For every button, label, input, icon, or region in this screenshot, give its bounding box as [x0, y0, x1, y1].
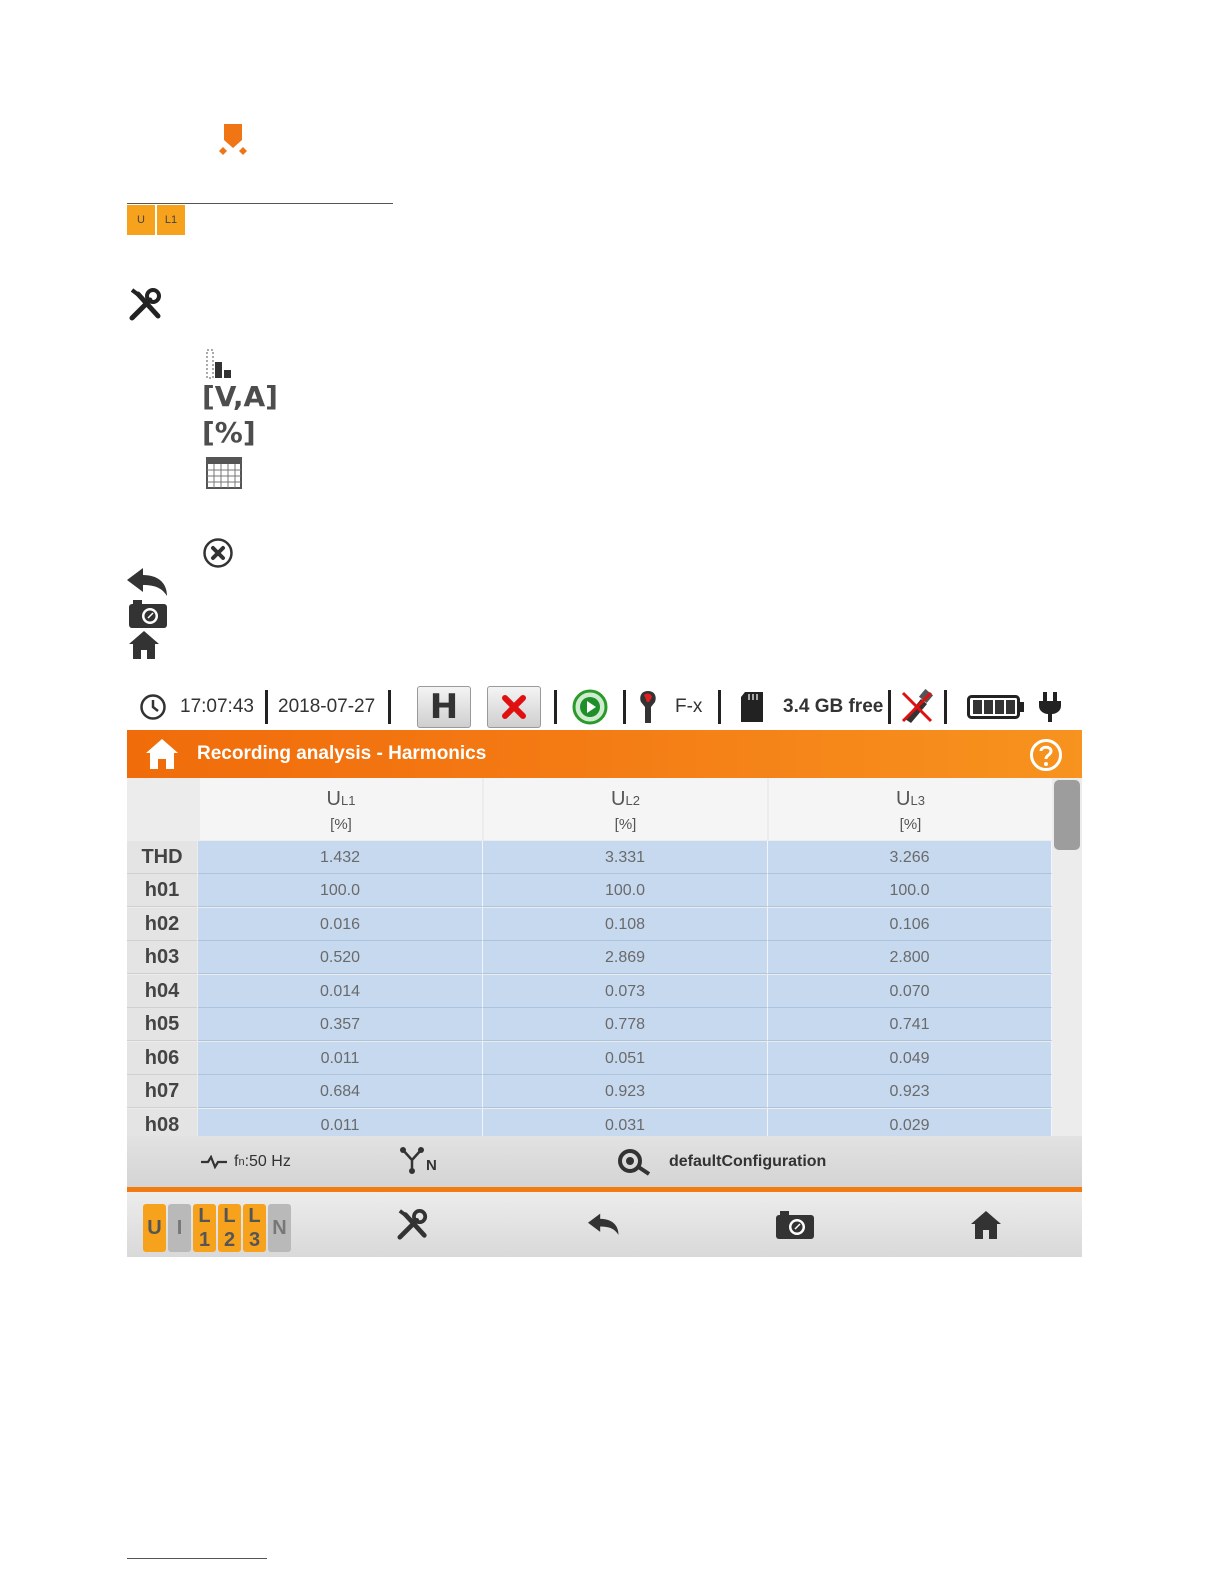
units-va-label: [V,A]: [202, 380, 278, 413]
legend-divider: [127, 203, 393, 204]
table-row[interactable]: [127, 841, 1052, 874]
play-circle-icon: [572, 689, 608, 725]
sd-card-icon: [739, 692, 765, 722]
battery-icon: [967, 694, 1025, 720]
title-bar: [127, 730, 1082, 778]
row-label: h07: [127, 1075, 197, 1108]
channel-badge-u: U: [127, 205, 155, 235]
bottom-toolbar: [127, 1192, 1082, 1257]
stop-button[interactable]: [487, 686, 541, 728]
configuration-icon: [617, 1148, 651, 1176]
back-button[interactable]: [564, 1192, 644, 1257]
table-row[interactable]: [127, 1075, 1052, 1108]
separator: [265, 690, 268, 724]
table-cell: 2.800: [768, 941, 1052, 974]
status-date: 2018-07-27: [278, 696, 376, 717]
table-row[interactable]: [127, 975, 1052, 1008]
channel-i[interactable]: I: [168, 1204, 191, 1252]
channel-l1[interactable]: L1: [193, 1204, 216, 1252]
clamp-indicator: [637, 684, 702, 730]
table-cell: 0.108: [483, 908, 768, 941]
table-cell: 100.0: [483, 874, 768, 907]
table-cell: 0.923: [483, 1075, 768, 1108]
table-cell: 0.520: [198, 941, 483, 974]
separator: [944, 690, 947, 724]
record-status[interactable]: [572, 684, 608, 730]
back-arrow-icon: [588, 1213, 620, 1237]
row-label: h03: [127, 941, 197, 974]
table-cell: 0.014: [198, 975, 483, 1008]
bar-chart-icon: [205, 348, 235, 380]
table-cell: 0.106: [768, 908, 1052, 941]
settings-button[interactable]: [373, 1192, 453, 1257]
column-header-ul3[interactable]: UL3 [%]: [769, 778, 1052, 840]
home-icon: [128, 630, 160, 660]
clamp-label: F-x: [675, 696, 703, 717]
table-row[interactable]: [127, 941, 1052, 974]
column-unit: [%]: [330, 816, 352, 833]
home-icon: [970, 1210, 1002, 1240]
table-cell: 0.029: [768, 1109, 1052, 1136]
table-cell: 2.869: [483, 941, 768, 974]
scrollbar[interactable]: [1052, 778, 1082, 1136]
column-header-ul1[interactable]: UL1 [%]: [200, 778, 482, 840]
meter-marker-icon: [218, 124, 248, 158]
table-cell: 0.016: [198, 908, 483, 941]
camera-icon: [775, 1210, 815, 1240]
row-label: THD: [127, 841, 197, 874]
page-title: Recording analysis - Harmonics: [197, 743, 487, 764]
channel-badge-l1: L1: [157, 205, 185, 235]
table-row[interactable]: [127, 1109, 1052, 1136]
table-cell: 3.331: [483, 841, 768, 874]
table-cell: 100.0: [768, 874, 1052, 907]
table-cell: 0.357: [198, 1008, 483, 1041]
storage-label: 3.4 GB free: [783, 696, 884, 717]
table-cell: 0.011: [198, 1109, 483, 1136]
home-button[interactable]: [145, 738, 179, 770]
row-label: h06: [127, 1042, 197, 1075]
battery-status: [967, 684, 1025, 730]
waveform-icon: [201, 1155, 227, 1169]
configuration: defaultConfiguration: [617, 1136, 826, 1187]
table-cell: 1.432: [198, 841, 483, 874]
row-label: h01: [127, 874, 197, 907]
channel-selector[interactable]: [143, 1192, 293, 1257]
table-cell: 0.049: [768, 1042, 1052, 1075]
harmonics-table: [127, 778, 1082, 1136]
scrollbar-thumb[interactable]: [1054, 780, 1080, 850]
table-cell: 0.031: [483, 1109, 768, 1136]
power-status: [1038, 684, 1062, 730]
settings-tools-icon: [128, 288, 164, 322]
settings-tools-icon: [396, 1209, 430, 1241]
clamp-icon: [637, 689, 659, 725]
table-row[interactable]: [127, 908, 1052, 941]
row-label: h04: [127, 975, 197, 1008]
separator: [554, 690, 557, 724]
storage-indicator: [739, 684, 883, 730]
info-bar: [127, 1136, 1082, 1187]
help-button[interactable]: [1029, 738, 1063, 772]
home-button[interactable]: [946, 1192, 1026, 1257]
channel-l3[interactable]: L3: [243, 1204, 266, 1252]
separator: [623, 690, 626, 724]
table-row[interactable]: [127, 1042, 1052, 1075]
row-label: h08: [127, 1109, 197, 1136]
table-row[interactable]: [127, 874, 1052, 907]
back-arrow-icon: [127, 568, 169, 598]
separator: [888, 690, 891, 724]
channel-badge: [127, 205, 185, 235]
channel-l2[interactable]: L2: [218, 1204, 241, 1252]
channel-u[interactable]: U: [143, 1204, 166, 1252]
table-cell: 0.073: [483, 975, 768, 1008]
table-cell: 0.741: [768, 1008, 1052, 1041]
close-x-icon: [500, 693, 528, 721]
usb-status: [899, 684, 935, 730]
footer-rule: [127, 1558, 267, 1559]
row-label: h05: [127, 1008, 197, 1041]
table-cell: 0.923: [768, 1075, 1052, 1108]
column-header-ul2[interactable]: UL2 [%]: [484, 778, 767, 840]
table-cell: 100.0: [198, 874, 483, 907]
column-unit: [%]: [899, 816, 922, 833]
network-type: N: [399, 1146, 437, 1174]
usb-disconnected-icon: [899, 689, 935, 725]
hold-button-label: H: [429, 687, 459, 727]
row-label: h02: [127, 908, 197, 941]
screenshot-button[interactable]: [755, 1192, 835, 1257]
units-percent-label: [%]: [202, 416, 256, 449]
plug-icon: [1038, 691, 1062, 723]
status-bar: [127, 684, 1082, 730]
table-cell: 0.778: [483, 1008, 768, 1041]
camera-icon: [128, 599, 168, 629]
channel-n[interactable]: N: [268, 1204, 291, 1252]
clock: [139, 684, 254, 730]
nominal-frequency: f n :50 Hz: [201, 1136, 291, 1187]
table-cell: 0.070: [768, 975, 1052, 1008]
table-cell: 0.011: [198, 1042, 483, 1075]
table-cell: 3.266: [768, 841, 1052, 874]
table-corner: [127, 778, 198, 840]
network-star-icon: [399, 1146, 425, 1174]
clock-icon: [139, 693, 167, 721]
table-cell: 0.051: [483, 1042, 768, 1075]
close-circle-icon: [202, 537, 234, 569]
column-unit: [%]: [614, 816, 637, 833]
table-cell: 0.684: [198, 1075, 483, 1108]
table-icon: [206, 457, 242, 489]
separator: [718, 690, 721, 724]
status-time: 17:07:43: [180, 696, 254, 717]
hold-button[interactable]: [417, 686, 471, 728]
table-row[interactable]: [127, 1008, 1052, 1041]
separator: [388, 690, 391, 724]
